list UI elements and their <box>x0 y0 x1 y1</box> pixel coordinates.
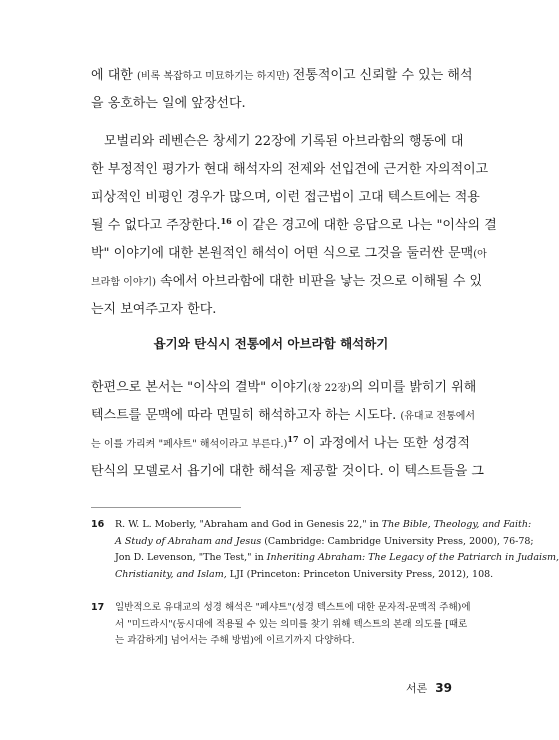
aside-text: 는 이를 가리켜 "페샤트" 해석이라고 부른다.) <box>91 439 288 450</box>
text-run: 의 의미를 밝히기 위해 <box>350 380 477 395</box>
footnote-ref-17[interactable]: 17 <box>287 434 299 444</box>
paragraph-continued <box>91 62 473 118</box>
text-line: 모벌리와 레벤슨은 창세기 22장에 기록된 아브라함의 행동에 대 <box>104 134 464 149</box>
text-run: 이 과정에서 나는 또한 성경적 <box>298 436 470 451</box>
text-line <box>91 268 483 296</box>
text-line <box>91 212 497 240</box>
footnote-number: 17 <box>91 602 105 613</box>
footnote-line <box>115 567 494 584</box>
book-title: The Bible, Theology, and Faith: <box>381 519 532 530</box>
text-line: 탄식의 모델로서 욥기에 대한 해석을 제공할 것이다. 이 텍스트들을 그 <box>91 464 484 479</box>
footnote-number: 16 <box>91 519 105 530</box>
footnote-line: 서 "미드라시"(동시대에 적용될 수 있는 의미를 찾기 위해 텍스트의 본래 의도를 [때로 <box>115 618 468 630</box>
text-line: 는지 보여주고자 한다. <box>91 302 217 317</box>
text-line <box>91 430 470 458</box>
text-line <box>91 374 477 402</box>
paragraph-binding-of-isaac <box>91 374 484 486</box>
book-title: A Study of Abraham and Jesus <box>115 535 262 547</box>
text-line <box>91 62 473 90</box>
aside-text: (유대교 전통에서 <box>400 411 476 422</box>
text-line <box>91 240 487 268</box>
text-run: LJI (Princeton: Princeton University Press, 2012), 108. <box>226 568 494 580</box>
aside-text: (비록 복잡하고 미묘하기는 하지만) <box>136 71 293 82</box>
text-line: 을 옹호하는 일에 앞장선다. <box>91 96 246 111</box>
section-heading: 욥기와 탄식시 전통에서 아브라함 해석하기 <box>153 336 389 351</box>
running-section-title: 서론 <box>406 682 428 695</box>
text-line: 한 부정적인 평가가 현대 해석자의 전제와 선입견에 근거한 자의적이고 <box>91 162 489 177</box>
text-run: (Cambridge: Cambridge University Press, 2000), 76-78; <box>261 535 534 547</box>
text-run: 될 수 없다고 주장한다. <box>91 218 221 233</box>
footnote-ref-16[interactable]: 16 <box>220 216 232 226</box>
text-run: 전통적이고 신뢰할 수 있는 해석 <box>292 68 473 83</box>
footnote-divider <box>91 507 241 508</box>
footnote-line <box>115 550 559 567</box>
text-run: 이 같은 경고에 대한 응답으로 나는 "이삭의 결 <box>231 218 497 233</box>
text-run: 박" 이야기에 대한 본원적인 해석이 어떤 식으로 그것을 둘러싼 문맥 <box>91 246 474 261</box>
text-run: R. W. L. Moberly, "Abraham and God in Genesis 22," in <box>115 519 382 530</box>
footnote-line <box>115 534 534 551</box>
page-number: 39 <box>435 681 452 695</box>
footnote-line <box>115 517 532 534</box>
text-line: 피상적인 비평인 경우가 많으며, 이런 접근법이 고대 텍스트에는 적용 <box>91 190 480 205</box>
text-run: Jon D. Levenson, "The Test," in <box>115 552 267 563</box>
aside-text: (아 <box>473 249 487 260</box>
footnote-line: 일반적으로 유대교의 성경 해석은 "페샤트"(성경 텍스트에 대한 문자적-문맥적 주해)에 <box>115 602 471 613</box>
text-run: 에 대한 <box>91 68 137 83</box>
text-run: 텍스트를 문맥에 따라 면밀히 해석하고자 하는 시도다. <box>91 408 401 423</box>
paragraph-moberly-levenson <box>91 128 497 324</box>
book-title: Inheriting Abraham: The Legacy of the Patriarch in Judaism, <box>266 552 559 563</box>
page-footer <box>406 680 452 696</box>
text-run: 한편으로 본서는 "이삭의 결박" 이야기 <box>91 380 308 395</box>
footnote-17 <box>91 600 471 650</box>
book-title: Christianity, and Islam, <box>115 568 227 580</box>
footnote-16 <box>91 517 559 583</box>
aside-text: 브라함 이야기) <box>91 277 157 288</box>
text-run: 속에서 아브라함에 대한 비판을 낳는 것으로 이해될 수 있 <box>156 274 483 289</box>
aside-text: (창 22장) <box>307 383 351 394</box>
footnote-line: 는 과감하게] 넘어서는 주해 방법)에 이르기까지 다양하다. <box>115 635 355 646</box>
text-line <box>91 402 476 430</box>
